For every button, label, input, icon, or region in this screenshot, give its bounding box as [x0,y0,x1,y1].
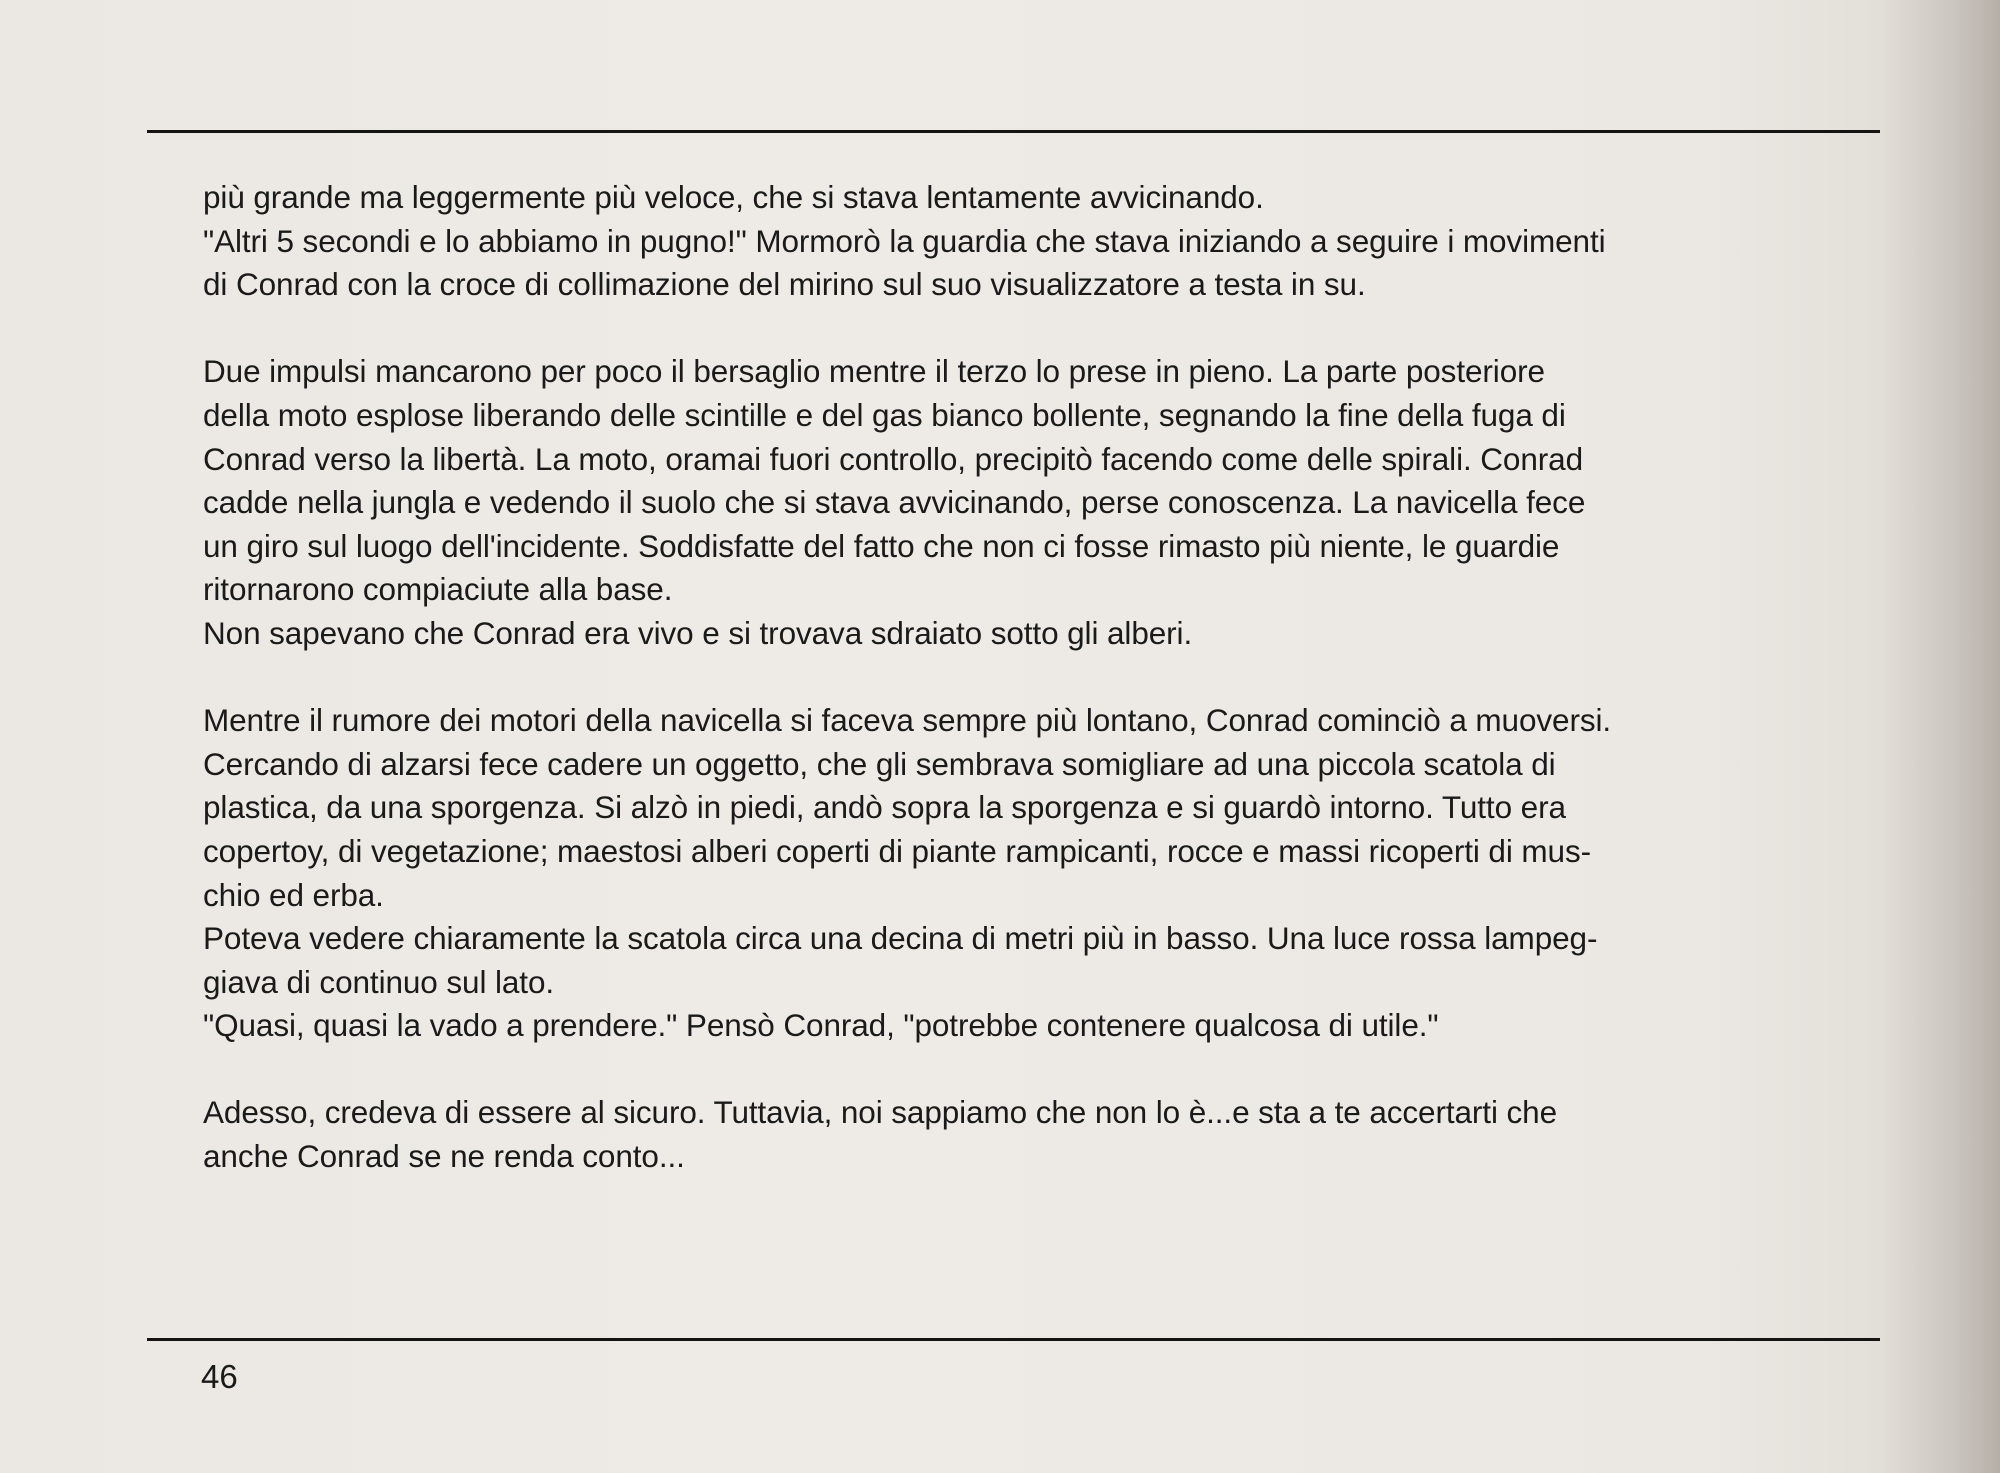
text-line: Adesso, credeva di essere al sicuro. Tuttavia, noi sappiamo che non lo è...e sta a te accertarti che [203,1094,1557,1131]
text-line: Mentre il rumore dei motori della navicella si faceva sempre più lontano, Conrad cominciò a muoversi. [203,702,1612,739]
text-line: un giro sul luogo dell'incidente. Soddisfatte del fatto che non ci fosse rimasto più niente, le guardie [203,527,1560,564]
paragraph-1 [203,176,1883,307]
paragraph-gap [203,1048,1883,1092]
text-line: di Conrad con la croce di collimazione del mirino sul suo visualizzatore a testa in su. [203,266,1366,303]
text-line: plastica, da una sporgenza. Si alzò in piedi, andò sopra la sporgenza e si guardò intorno. Tutto era [203,789,1566,826]
body-text [203,176,1883,1179]
text-line: della moto esplose liberando delle scintille e del gas bianco bollente, segnando la fine della fuga di [203,396,1566,433]
text-line: ritornarono compiaciute alla base. [203,571,673,608]
text-line: Non sapevano che Conrad era vivo e si trovava sdraiato sotto gli alberi. [203,614,1193,651]
text-line: anche Conrad se ne renda conto... [203,1138,685,1175]
footer-rule [147,1338,1880,1341]
paragraph-gap [203,656,1883,700]
paragraph-3 [203,699,1883,1048]
text-line: Conrad verso la libertà. La moto, oramai fuori controllo, precipitò facendo come delle spirali. Conrad [203,440,1583,477]
text-line: cadde nella jungla e vedendo il suolo che si stava avvicinando, perse conoscenza. La navicella fece [203,484,1586,521]
text-line: "Altri 5 secondi e lo abbiamo in pugno!" Mormorò la guardia che stava iniziando a seguire i movimenti [203,222,1606,259]
text-line: Due impulsi mancarono per poco il bersaglio mentre il terzo lo prese in pieno. La parte posteriore [203,353,1545,390]
text-line: copertoy, di vegetazione; maestosi alberi coperti di piante rampicanti, rocce e massi ricoperti di mus- [203,832,1591,869]
text-line: giava di continuo sul lato. [203,963,555,1000]
text-line: Cercando di alzarsi fece cadere un oggetto, che gli sembrava somigliare ad una piccola scatola di [203,745,1556,782]
paragraph-gap [203,307,1883,351]
text-line: chio ed erba. [203,876,384,913]
page-binding-shadow [1880,0,2000,1473]
text-line: "Quasi, quasi la vado a prendere." Pensò Conrad, "potrebbe contenere qualcosa di utile." [203,1007,1439,1044]
page-number: 46 [201,1358,238,1395]
paragraph-2 [203,350,1883,655]
text-line: Poteva vedere chiaramente la scatola circa una decina di metri più in basso. Una luce rossa lampeg- [203,920,1598,957]
paragraph-4 [203,1091,1883,1178]
text-line: più grande ma leggermente più veloce, che si stava lentamente avvicinando. [203,179,1264,215]
header-rule [147,130,1880,133]
